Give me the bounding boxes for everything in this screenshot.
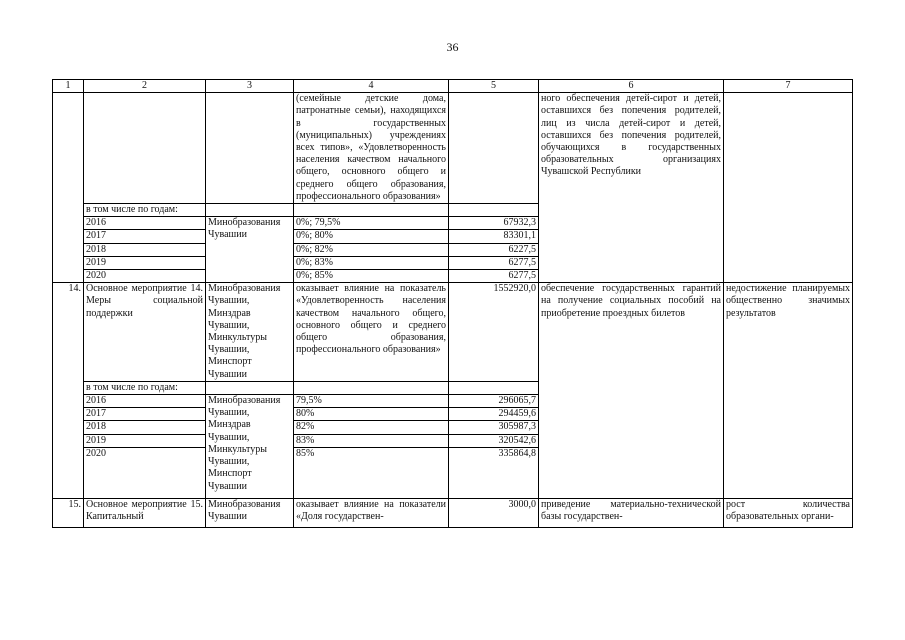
event-title: Основное мероприятие 14. Меры социальной поддержки [84, 283, 206, 382]
indicator-value: 0%; 79,5% [294, 217, 449, 230]
column-header-row [53, 80, 853, 93]
amount-value: 6277,5 [449, 270, 539, 283]
risk-cell: рост количества образовательных органи- [724, 498, 853, 527]
event-cell [84, 93, 206, 204]
indicator-value: 0%; 85% [294, 270, 449, 283]
amount-value: 305987,3 [449, 421, 539, 434]
indicator-value: 0%; 83% [294, 256, 449, 269]
expected-result-cell: ного обеспечения детей-сирот и детей, оставшихся без попечения родителей, лиц из числа детей-сирот и детей, оставшихся без попечения родителей, обучающихся в государственных образовательных организациях Чувашской Республики [539, 93, 724, 283]
indicator-description: оказывает влияние на показатели «Доля государствен- [294, 498, 449, 527]
expected-result-cell: обеспечение государственных гарантий на получение социальных пособий на приобретение проездных билетов [539, 283, 724, 499]
row-number-cell [53, 93, 84, 283]
amount-value: 6277,5 [449, 256, 539, 269]
indicator-description: (семейные детские дома, патронатные семьи), находящихся в государственных (муниципальных) учреждениях всех типов», «Удовлетворенность населения качеством начального общего, основного общего и среднего общего образования, профессионального образования» [294, 93, 449, 204]
executor-cell [206, 204, 294, 217]
event-title: Основное мероприятие 15. Капитальный [84, 498, 206, 527]
year-cell: 2017 [84, 408, 206, 421]
amount-cell [449, 381, 539, 394]
year-cell: 2016 [84, 217, 206, 230]
indicator-cell [294, 381, 449, 394]
executor-cell: Минобразования Чувашии [206, 498, 294, 527]
total-amount: 3000,0 [449, 498, 539, 527]
row-number: 15. [53, 498, 84, 527]
risk-cell [724, 93, 853, 283]
by-years-label: в том числе по годам: [84, 204, 206, 217]
indicator-value: 0%; 80% [294, 230, 449, 243]
by-years-label: в том числе по годам: [84, 381, 206, 394]
page-number: 36 [446, 40, 459, 54]
amount-cell [449, 93, 539, 204]
amount-value: 67932,3 [449, 217, 539, 230]
year-cell: 2016 [84, 395, 206, 408]
amount-cell [449, 204, 539, 217]
year-cell: 2018 [84, 421, 206, 434]
continuation-row [53, 93, 853, 204]
amount-value: 320542,6 [449, 434, 539, 447]
year-cell: 2020 [84, 270, 206, 283]
indicator-value: 83% [294, 434, 449, 447]
row-number: 14. [53, 283, 84, 499]
indicator-description: оказывает влияние на показатель «Удовлетворенность населения качеством начального общего, основного общего и среднего общего образования, профессионального образования» [294, 283, 449, 382]
year-cell: 2020 [84, 447, 206, 498]
amount-value: 335864,8 [449, 447, 539, 498]
total-amount: 1552920,0 [449, 283, 539, 382]
indicator-value: 85% [294, 447, 449, 498]
event-row [53, 283, 853, 382]
expected-result-cell: приведение материально-технической базы государствен- [539, 498, 724, 527]
event-row [53, 498, 853, 527]
program-table [52, 79, 853, 528]
year-cell: 2019 [84, 434, 206, 447]
year-cell: 2019 [84, 256, 206, 269]
amount-value: 296065,7 [449, 395, 539, 408]
executor-cell: Минобразования Чувашии, Минздрав Чувашии, Минкультуры Чувашии, Минспорт Чувашии [206, 395, 294, 499]
executor-cell [206, 381, 294, 394]
risk-cell: недостижение планируемых общественно значимых результатов [724, 283, 853, 499]
column-header: 5 [449, 80, 539, 93]
indicator-value: 0%; 82% [294, 243, 449, 256]
amount-value: 294459,6 [449, 408, 539, 421]
indicator-cell [294, 204, 449, 217]
column-header: 6 [539, 80, 724, 93]
indicator-value: 82% [294, 421, 449, 434]
executor-cell: Минобразования Чувашии [206, 217, 294, 283]
indicator-value: 79,5% [294, 395, 449, 408]
indicator-value: 80% [294, 408, 449, 421]
year-cell: 2018 [84, 243, 206, 256]
year-cell: 2017 [84, 230, 206, 243]
column-header: 1 [53, 80, 84, 93]
amount-value: 6227,5 [449, 243, 539, 256]
amount-value: 83301,1 [449, 230, 539, 243]
executor-cell: Минобразования Чувашии, Минздрав Чувашии, Минкультуры Чувашии, Минспорт Чувашии [206, 283, 294, 382]
column-header: 3 [206, 80, 294, 93]
executor-cell [206, 93, 294, 204]
column-header: 2 [84, 80, 206, 93]
column-header: 7 [724, 80, 853, 93]
column-header: 4 [294, 80, 449, 93]
